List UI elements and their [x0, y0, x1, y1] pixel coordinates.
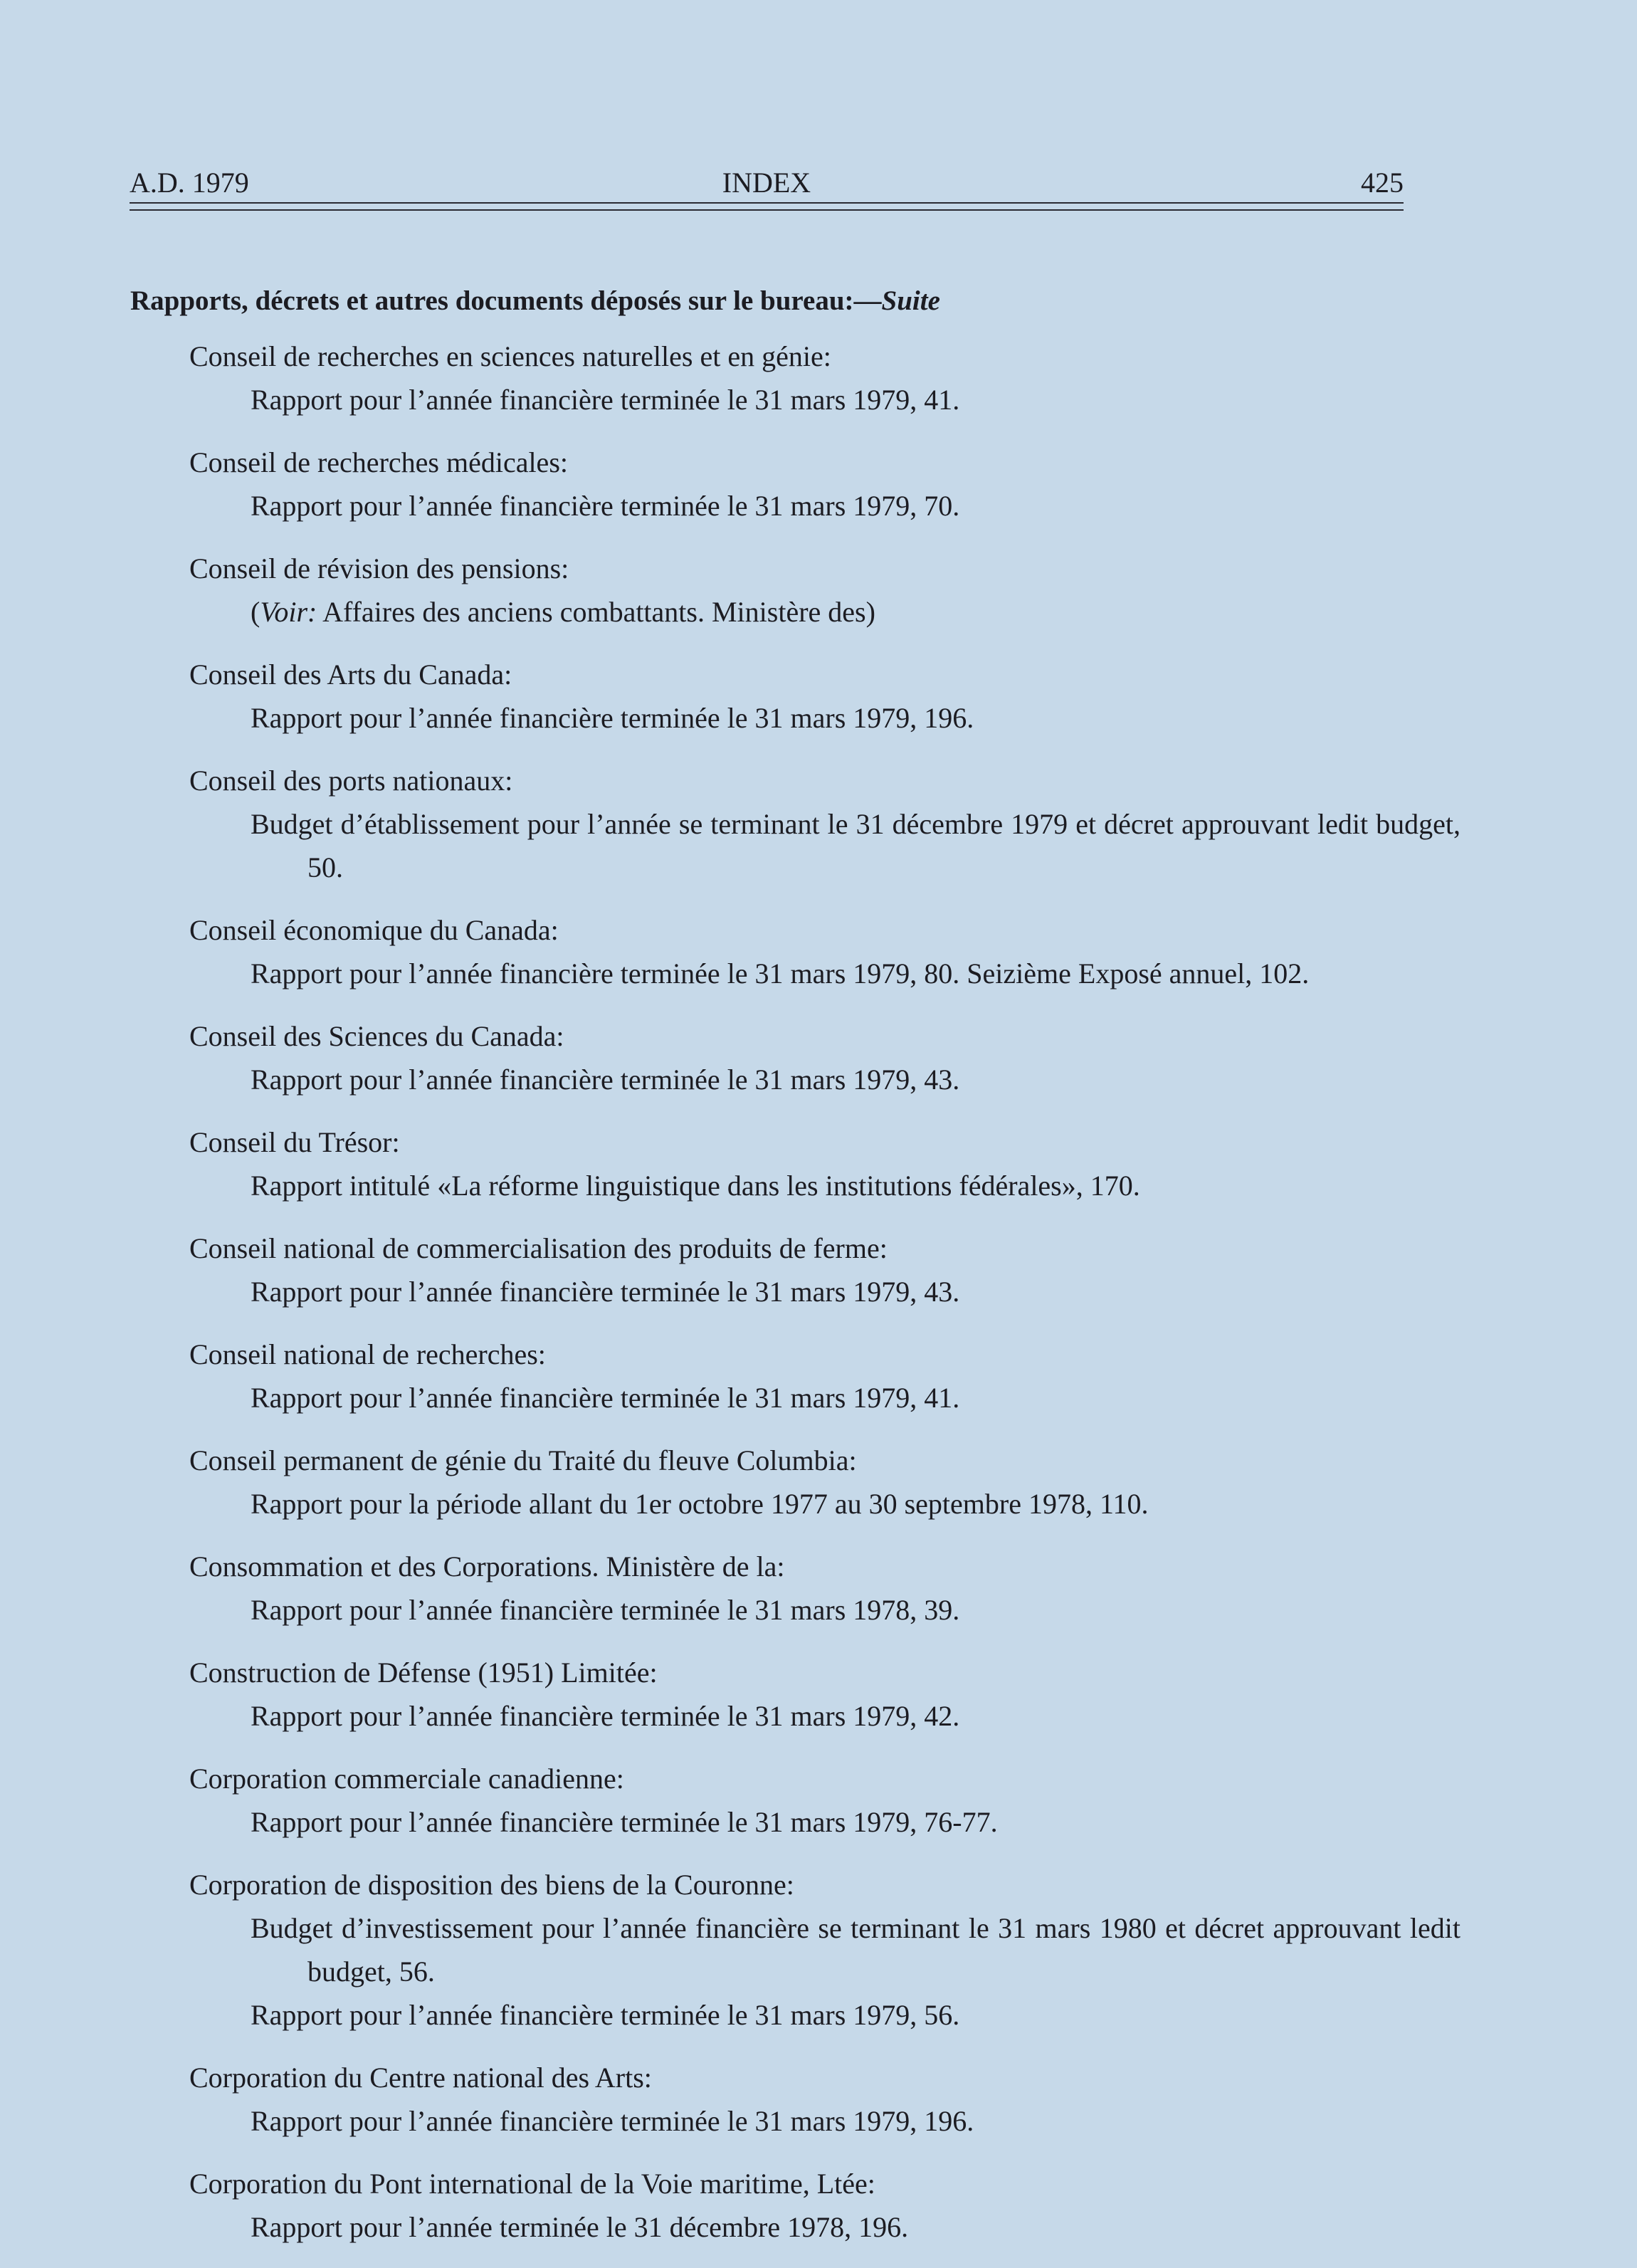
entry-cross-reference [251, 590, 1460, 634]
header-title: INDEX [722, 167, 811, 199]
index-entry [0, 908, 1637, 995]
entry-reference: Rapport pour l’année terminée le 31 décembre 1978, 196. [251, 2211, 909, 2243]
entry-title: Conseil économique du Canada: [189, 914, 559, 946]
index-entry [0, 1651, 1637, 1738]
index-entry [0, 547, 1637, 634]
entry-reference: Rapport pour la période allant du 1er octobre 1977 au 30 septembre 1978, 110. [251, 1488, 1149, 1520]
index-entry [0, 2162, 1637, 2249]
header-rule-top [130, 202, 1404, 204]
index-entry [0, 441, 1637, 527]
entry-title: Corporation du Pont international de la Voie maritime, Ltée: [189, 2168, 875, 2200]
entry-title: Conseil des ports nationaux: [189, 765, 513, 797]
entry-reference: Rapport pour l’année financière terminée le 31 mars 1978, 39. [251, 1594, 960, 1626]
entry-reference: Rapport pour l’année financière terminée le 31 mars 1979, 196. [251, 2105, 974, 2137]
index-entry [0, 1863, 1637, 2037]
index-entry [0, 1014, 1637, 1101]
voir-open-paren: ( [251, 596, 260, 628]
index-entry [0, 1120, 1637, 1207]
entry-reference: Rapport pour l’année financière terminée le 31 mars 1979, 56. [251, 1999, 960, 2031]
index-entries [0, 335, 1637, 2268]
entry-title: Conseil de recherches médicales: [189, 446, 568, 478]
entry-reference: Rapport intitulé «La réforme linguistique dans les institutions fédérales», 170. [251, 1170, 1140, 1202]
index-entry [0, 1545, 1637, 1632]
entry-title: Corporation du Centre national des Arts: [189, 2062, 652, 2094]
entry-reference: Rapport pour l’année financière terminée le 31 mars 1979, 41. [251, 1382, 960, 1414]
voir-target: Affaires des anciens combattants. Ministère des) [317, 596, 875, 628]
voir-label: Voir: [260, 596, 317, 628]
index-entry [0, 1227, 1637, 1313]
section-title: Rapports, décrets et autres documents déposés sur le bureau:— [130, 285, 882, 316]
entry-reference: Rapport pour l’année financière terminée le 31 mars 1979, 41. [251, 384, 960, 416]
entry-title: Conseil national de recherches: [189, 1338, 546, 1370]
index-entry [0, 759, 1637, 889]
section-suite: Suite [881, 285, 940, 316]
page-number: 425 [1361, 167, 1404, 199]
entry-title: Corporation commerciale canadienne: [189, 1763, 624, 1795]
running-head [130, 160, 1404, 203]
entry-title: Conseil de révision des pensions: [189, 552, 569, 584]
entry-reference: Rapport pour l’année financière terminée le 31 mars 1979, 43. [251, 1276, 960, 1308]
index-entry [0, 1757, 1637, 1844]
section-heading [130, 285, 940, 317]
entry-reference: Rapport pour l’année financière terminée le 31 mars 1979, 43. [251, 1064, 960, 1096]
entry-reference: Budget d’investissement pour l’année financière se terminant le 31 mars 1980 et décret approuvant ledit budget, 56. [251, 1912, 1460, 1988]
entry-reference: Rapport pour l’année financière terminée le 31 mars 1979, 76-77. [251, 1806, 998, 1838]
entry-title: Construction de Défense (1951) Limitée: [189, 1657, 658, 1689]
header-year: A.D. 1979 [130, 167, 249, 199]
header-rule-bottom [130, 209, 1404, 211]
entry-reference: Rapport pour l’année financière terminée le 31 mars 1979, 42. [251, 1700, 960, 1732]
entry-title: Corporation de disposition des biens de la Couronne: [189, 1869, 794, 1901]
index-entry [0, 1439, 1637, 1526]
index-entry [0, 2056, 1637, 2143]
entry-title: Consommation et des Corporations. Ministère de la: [189, 1550, 785, 1582]
entry-title: Conseil des Arts du Canada: [189, 658, 512, 691]
entry-reference: Rapport pour l’année financière terminée le 31 mars 1979, 80. Seizième Exposé annuel, 102. [251, 957, 1310, 989]
entry-reference: Rapport pour l’année financière terminée le 31 mars 1979, 196. [251, 702, 974, 734]
entry-title: Conseil national de commercialisation des produits de ferme: [189, 1232, 888, 1264]
entry-title: Conseil permanent de génie du Traité du fleuve Columbia: [189, 1444, 857, 1476]
entry-reference: Budget d’établissement pour l’année se terminant le 31 décembre 1979 et décret approuvant ledit budget, 50. [251, 808, 1460, 883]
index-entry [0, 335, 1637, 421]
entry-title: Conseil de recherches en sciences naturelles et en génie: [189, 340, 831, 372]
index-entry [0, 653, 1637, 740]
entry-reference: Rapport pour l’année financière terminée le 31 mars 1979, 70. [251, 490, 960, 522]
index-entry [0, 1333, 1637, 1419]
entry-title: Conseil des Sciences du Canada: [189, 1020, 564, 1052]
entry-title: Conseil du Trésor: [189, 1126, 400, 1158]
